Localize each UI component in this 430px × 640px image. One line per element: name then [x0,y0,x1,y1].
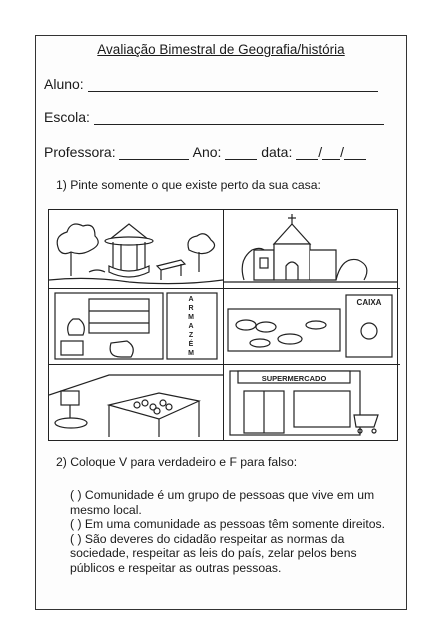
armazem-letter: M [188,314,194,321]
list-item: ( ) Comunidade é um grupo de pessoas que vive em um mesmo local. [70,488,375,517]
scenes-grid [48,209,398,441]
aluno-blank[interactable] [88,77,378,92]
ano-blank[interactable] [225,145,257,160]
page-title: Avaliação Bimestral de Geografia/história [97,42,345,57]
armazem-letter: M [188,350,194,357]
professora-row [44,144,398,160]
aluno-row [44,76,398,92]
month-blank[interactable] [322,145,340,160]
list-item: ( ) Em uma comunidade as pessoas têm somente direitos. [70,517,385,532]
scene-padaria[interactable] [223,288,400,365]
armazem-letter: Z [188,332,194,339]
armazem-letter: A [188,296,194,303]
armazem-letter: R [188,305,194,312]
question-1: 1) Pinte somente o que existe perto da sua casa: [56,178,321,192]
escola-row [44,109,398,125]
professora-blank[interactable] [119,145,189,160]
worksheet [35,35,407,610]
armazem-letter: A [188,323,194,330]
scene-park[interactable] [49,210,223,288]
ano-label: Ano: [192,144,222,160]
escola-label: Escola: [44,109,90,125]
scene-feira[interactable] [49,364,223,440]
question-2: 2) Coloque V para verdadeiro e F para falso: [56,455,298,469]
day-blank[interactable] [296,145,318,160]
list-item: ( ) São deveres do cidadão respeitar as normas da sociedade, respeitar as leis do país, zelar pelos bens públicos e respeitar as outras pessoas. [70,531,357,575]
scene-church[interactable] [223,210,400,288]
supermercado-label: SUPERMERCADO [261,374,327,383]
aluno-label: Aluno: [44,76,84,92]
date-separator: / [318,144,323,160]
caixa-label: CAIXA [356,298,382,307]
date-separator: / [340,144,345,160]
true-false-list [70,488,396,576]
escola-blank[interactable] [94,110,384,125]
year-blank[interactable] [344,145,366,160]
data-label: data: [261,144,293,160]
scene-armazem[interactable] [49,288,223,365]
scene-supermercado[interactable] [223,364,400,440]
professora-label: Professora: [44,144,116,160]
armazem-letter: É [188,341,194,348]
